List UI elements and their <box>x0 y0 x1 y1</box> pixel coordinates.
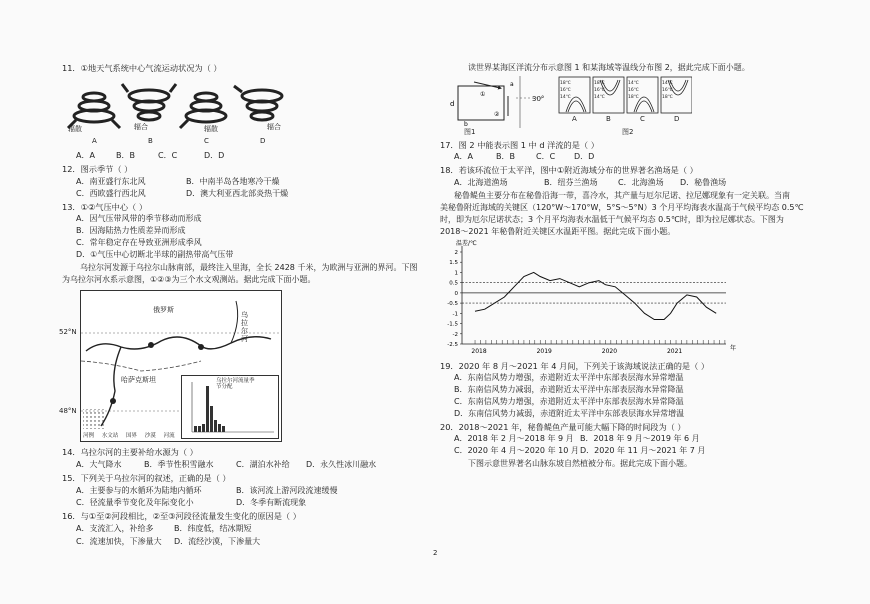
fig1-lat-label: 30° <box>532 95 545 103</box>
q17-opt-b[interactable]: B．B <box>496 152 515 161</box>
y-tick-label: -1.5 <box>447 321 458 328</box>
q12-opt-a[interactable]: A．南亚盛行东北风 <box>76 177 146 186</box>
q13-opt-c[interactable]: C．常年稳定存在导致亚洲形成季风 <box>76 238 202 247</box>
fig2-temps-a <box>560 80 571 101</box>
temp-label: 18℃ <box>628 95 639 100</box>
y-tick-label: 0 <box>454 290 458 297</box>
peru-intro-3: 时，即为厄尔尼诺状态；3 个月平均海表水温低于气候平均态 0.5℃时，即为拉尼娜状态。下图为 <box>440 215 784 224</box>
q17-stem: 17．图 2 中能表示图 1 中 d 洋流的是（ ） <box>440 140 599 150</box>
temp-label: 14℃ <box>662 81 673 86</box>
y-tick-label: -0.5 <box>447 301 458 308</box>
y-tick-label: -1 <box>452 311 458 318</box>
y-tick-label: 1 <box>454 270 458 277</box>
q17-opt-c[interactable]: C．C <box>536 152 556 161</box>
q19-opt-c[interactable]: C．东南信风势力增强，赤道附近太平洋中东部表层海水异常降温 <box>454 397 684 406</box>
q15-opt-b[interactable]: B．该河流上游河段流速缓慢 <box>236 486 338 495</box>
vortex-label-b: 辐合 <box>134 123 148 131</box>
temp-label: 14℃ <box>594 95 605 100</box>
map-river-label: 乌拉尔河 <box>241 311 248 343</box>
q13-opt-b[interactable]: B．因海陆热力性质差异而形成 <box>76 226 186 235</box>
temp-label: 14℃ <box>560 95 571 100</box>
q11-vortex-figures <box>64 76 284 146</box>
vortex-label-c: 辐散 <box>204 125 218 133</box>
q14-opt-a[interactable]: A．大气降水 <box>76 460 122 469</box>
page-number: 2 <box>433 549 438 557</box>
fig2-letter-d: D <box>674 115 680 123</box>
fig2-temps-b <box>594 80 605 101</box>
q11-opt-a[interactable]: A．A <box>76 151 95 160</box>
vortex-c-icon <box>180 93 226 128</box>
temp-label: 18℃ <box>662 95 673 100</box>
q14-opt-d[interactable]: D．永久性冰川融水 <box>306 460 377 469</box>
q11-opt-c[interactable]: C．C <box>158 151 178 160</box>
q16-opt-a[interactable]: A．支流汇入，补给多 <box>76 524 154 533</box>
legend-item: 河例 <box>83 433 95 439</box>
legend-item: 国界 <box>126 433 138 439</box>
map-country-label: 哈萨克斯坦 <box>121 376 156 384</box>
q16-stem: 16．与①至②河段相比，②至③河段径流量发生变化的原因是（ ） <box>62 511 301 521</box>
q20-opt-b[interactable]: B．2018 年 9 月～2019 年 6 月 <box>580 434 700 443</box>
q12-opt-b[interactable]: B．中南半岛各地寒冷干燥 <box>186 177 280 186</box>
q18-stem: 18．若该环流位于太平洋，图中①附近海域分布的世界著名渔场是（ ） <box>440 165 698 175</box>
q18-opt-d[interactable]: D．秘鲁渔场 <box>680 178 727 187</box>
x-tick-label: 2021 <box>666 348 683 355</box>
fig2-caption: 图2 <box>622 128 634 136</box>
vortex-label-a: 辐散 <box>68 125 82 133</box>
vortex-a-icon <box>68 93 120 128</box>
q15-opt-a[interactable]: A．主要参与的水循环为陆地内循环 <box>76 486 202 495</box>
q15-opt-c[interactable]: C．径流量季节变化及年际变化小 <box>76 498 194 507</box>
legend-item: 水文站 <box>101 433 119 439</box>
q13-opt-d[interactable]: D．①气压中心切断北半球的副热带高气压带 <box>76 250 234 259</box>
q20-opt-c[interactable]: C．2020 年 4 月～2020 年 10 月 <box>454 446 579 455</box>
ural-intro-1: 乌拉尔河发源于乌拉尔山脉南部，最终注入里海，全长 2428 千米，为欧洲与亚洲的界河。下图 <box>80 263 418 272</box>
q17-opt-a[interactable]: A．A <box>454 152 473 161</box>
q11-opt-b[interactable]: B．B <box>116 151 135 160</box>
svg-text:b: b <box>464 121 468 128</box>
flow-inset-title: 乌拉尔河流量季节分配 <box>216 378 255 390</box>
q20-opt-d[interactable]: D．2020 年 11 月～2021 年 7 月 <box>580 446 706 455</box>
temp-label: 14℃ <box>628 81 639 86</box>
q14-opt-b[interactable]: B．季节性积雪融水 <box>144 460 214 469</box>
q12-opt-d[interactable]: D．澳大利亚西北部炎热干燥 <box>186 189 289 198</box>
x-axis-label: 年 <box>730 345 737 352</box>
temp-label: 16℃ <box>594 88 605 93</box>
x-tick-label: 2020 <box>601 348 618 355</box>
fig2-letter-c: C <box>640 115 645 123</box>
map-lat-52: 52°N <box>59 328 77 336</box>
x-tick-label: 2018 <box>471 348 487 355</box>
y-tick-label: 2 <box>454 250 458 256</box>
x-tick-label: 2019 <box>536 348 552 355</box>
q17-opt-d[interactable]: D．D <box>574 152 595 161</box>
y-tick-label: 1.5 <box>449 260 458 267</box>
map-lat-48: 48°N <box>59 407 77 415</box>
peru-intro-2: 美秘鲁附近海域的关键区（120°W～170°W，5°S～5°N）3 个月平均海表水温高于气候平均态 0.5℃ <box>440 203 804 212</box>
vortex-letter-c: C <box>204 137 209 145</box>
vortex-letter-d: D <box>260 137 266 145</box>
vortex-b-icon <box>122 84 176 120</box>
temp-label: 18℃ <box>560 81 571 86</box>
y-tick-label: -2.5 <box>447 342 458 348</box>
peru-intro-1: 秘鲁鳀鱼主要分布在秘鲁沿海一带，喜冷水，其产量与厄尔尼诺、拉尼娜现象有一定关联。当南 <box>454 191 790 200</box>
vortex-letter-b: B <box>148 137 153 145</box>
fig2-temps-c <box>628 80 639 101</box>
svg-text:①: ① <box>480 91 486 98</box>
q19-opt-d[interactable]: D．东南信风势力减弱，赤道附近太平洋中东部表层海水异常增温 <box>454 409 685 418</box>
ural-intro-2: 为乌拉尔河水系示意图，①②③为三个水文观测站。据此完成下面小题。 <box>62 275 316 284</box>
temp-label: 16℃ <box>628 88 639 93</box>
fig1-caption: 图1 <box>464 128 476 136</box>
map-russia-label: 俄罗斯 <box>153 306 174 314</box>
fig2-letter-a: A <box>572 115 577 123</box>
q20-stem: 20．2018～2021 年，秘鲁鳀鱼产量可能大幅下降的时间段为（ ） <box>440 422 686 432</box>
legend-item: 河流 <box>163 433 175 439</box>
y-tick-label: -2 <box>452 331 458 338</box>
q12-stem: 12．图示季节（ ） <box>62 164 133 174</box>
q14-stem: 14．乌拉尔河的主要补给水源为（ ） <box>62 447 198 457</box>
vortex-label-d: 辐合 <box>267 123 281 131</box>
ural-map <box>59 290 282 442</box>
q18-opt-c[interactable]: C．北海渔场 <box>618 178 664 187</box>
q15-opt-d[interactable]: D．冬季有断流现象 <box>236 498 307 507</box>
q16-opt-b[interactable]: B．纬度低，结冰期短 <box>174 524 252 533</box>
q18-opt-a[interactable]: A．北海道渔场 <box>454 178 508 187</box>
temp-label: 18℃ <box>594 81 605 86</box>
q19-stem: 19．2020 年 8 月～2021 年 4 月间，下列关于该海域说法正确的是（ ） <box>440 361 710 371</box>
y-tick-label: 0.5 <box>449 280 458 287</box>
q20-opt-a[interactable]: A．2018 年 2 月～2018 年 9 月 <box>454 434 574 443</box>
q19-opt-b[interactable]: B．东南信风势力减弱，赤道附近太平洋中东部表层海水异常降温 <box>454 385 684 394</box>
svg-text:a: a <box>510 81 514 88</box>
mountain-intro: 下图示意世界著名山脉东坡自然植被分布。据此完成下面小题。 <box>468 459 692 468</box>
flow-inset <box>181 375 279 439</box>
q11-stem: 11．①地天气系统中心气流运动状况为（ ） <box>62 63 222 73</box>
q16-opt-c[interactable]: C．流速加快，下渗量大 <box>76 537 162 546</box>
fig2-letter-b: B <box>606 115 611 123</box>
temp-label: 16℃ <box>560 88 571 93</box>
q15-stem: 15．下列关于乌拉尔河的叙述，正确的是（ ） <box>62 473 231 483</box>
svg-text:d: d <box>450 100 455 108</box>
peru-intro-4: 2018～2021 年秘鲁附近关键区水温距平图。据此完成下面小题。 <box>440 227 676 236</box>
fig2-isotherm-panels <box>558 76 692 124</box>
q16-opt-d[interactable]: D．流经沙漠，下渗量大 <box>174 537 261 546</box>
sst-anomaly-series-line <box>475 272 716 319</box>
vortex-letter-a: A <box>92 137 97 145</box>
current-intro: 读世界某海区洋流分布示意图 1 和某海域等温线分布图 2，据此完成下面小题。 <box>468 63 750 72</box>
q11-opt-d[interactable]: D．D <box>204 151 225 160</box>
sst-anomaly-chart <box>440 238 740 360</box>
temp-label: 16℃ <box>662 88 673 93</box>
map-legend <box>83 431 175 441</box>
q19-opt-a[interactable]: A．东南信风势力增强，赤道附近太平洋中东部表层海水异常增温 <box>454 373 684 382</box>
y-axis-label: 温差/℃ <box>456 240 477 247</box>
legend-item: 沙漠 <box>144 433 156 439</box>
q13-stem: 13．①②气压中心（ ） <box>62 202 148 212</box>
q12-opt-c[interactable]: C．西欧盛行西北风 <box>76 189 146 198</box>
vortex-d-icon <box>234 86 282 120</box>
q13-opt-a[interactable]: A．因气压带风带的季节移动而形成 <box>76 214 202 223</box>
fig2-temps-d <box>662 80 673 101</box>
svg-text:②: ② <box>494 111 500 118</box>
q14-opt-c[interactable]: C．湖泊水补给 <box>236 460 290 469</box>
q18-opt-b[interactable]: B．纽芬兰渔场 <box>544 178 598 187</box>
